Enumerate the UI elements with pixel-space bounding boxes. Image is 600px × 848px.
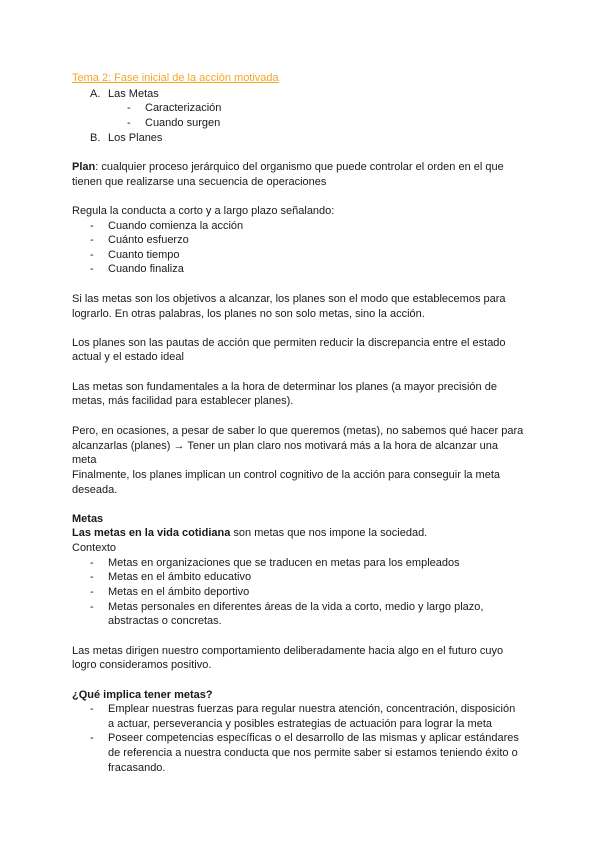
text-line: Contexto [72, 542, 117, 554]
plan-definition-line [72, 160, 504, 174]
list-dash: - [90, 557, 94, 569]
list-item: Cuánto esfuerzo [108, 234, 189, 246]
list-item: Poseer competencias específicas o el desarrollo de las mismas y aplicar estándares [108, 732, 519, 744]
metas-cotidiana-term: Las metas en la vida cotidiana [72, 527, 231, 539]
metas-cotidiana-text: son metas que nos impone la sociedad. [230, 527, 428, 539]
outline-a-marker: A. [90, 88, 101, 100]
list-item-continuation: abstractas o concretas. [108, 615, 222, 627]
outline-dash: - [127, 102, 131, 114]
list-item: Cuando comienza la acción [108, 220, 244, 232]
text-line: Regula la conducta a corto y a largo plazo señalando: [72, 205, 335, 217]
text-line: alcanzarlas (planes) → Tener un plan claro nos motivará más a la hora de alcanzar una [72, 440, 498, 452]
text-line: meta [72, 454, 97, 466]
list-dash: - [90, 601, 94, 613]
outline-b-label: Los Planes [108, 132, 163, 144]
text-line: Finalmente, los planes implican un control cognitivo de la acción para conseguir la meta [72, 469, 501, 481]
plan-term: Plan [72, 161, 96, 173]
list-item: Metas en el ámbito deportivo [108, 586, 250, 598]
outline-sub-item: Cuando surgen [145, 117, 221, 129]
list-dash: - [90, 220, 94, 232]
outline-a-label: Las Metas [108, 88, 159, 100]
list-item: Metas en el ámbito educativo [108, 571, 252, 583]
text-line: tienen que realizarse una secuencia de operaciones [72, 176, 327, 188]
list-item-continuation: fracasando. [108, 762, 166, 774]
page-title: Tema 2: Fase inicial de la acción motivada [72, 72, 279, 84]
list-item: Emplear nuestras fuerzas para regular nuestra atención, concentración, disposición [108, 703, 516, 715]
text-line: Las metas son fundamentales a la hora de determinar los planes (a mayor precisión de [72, 381, 497, 393]
list-item: Metas en organizaciones que se traducen en metas para los empleados [108, 557, 460, 569]
text-line: Los planes son las pautas de acción que permiten reducir la discrepancia entre el estado [72, 337, 506, 349]
text-line: Las metas dirigen nuestro comportamiento deliberadamente hacia algo en el futuro cuyo [72, 645, 504, 657]
list-dash: - [90, 732, 94, 744]
list-dash: - [90, 249, 94, 261]
plan-definition-text: : cualquier proceso jerárquico del organismo que puede controlar el orden en el que [95, 161, 504, 173]
outline-sub-item: Caracterización [145, 102, 222, 114]
outline-dash: - [127, 117, 131, 129]
text-line: metas, más facilidad para establecer planes). [72, 395, 294, 407]
list-dash: - [90, 263, 94, 275]
text-line: lograrlo. En otras palabras, los planes no son solo metas, sino la acción. [72, 308, 425, 320]
list-item-continuation: a actuar, perseverancia y posibles estrategias de actuación para lograr la meta [108, 718, 492, 730]
text-line: deseada. [72, 484, 118, 496]
text-line: Si las metas son los objetivos a alcanzar, los planes son el modo que establecemos para [72, 293, 506, 305]
list-dash: - [90, 571, 94, 583]
list-item: Cuando finaliza [108, 263, 184, 275]
list-dash: - [90, 234, 94, 246]
list-item: Metas personales en diferentes áreas de la vida a corto, medio y largo plazo, [108, 601, 484, 613]
outline-b-marker: B. [90, 132, 101, 144]
section-heading-metas: Metas [72, 513, 104, 525]
section-heading-implica: ¿Qué implica tener metas? [72, 689, 213, 701]
text-line: actual y el estado ideal [72, 351, 184, 363]
list-dash: - [90, 703, 94, 715]
list-item-continuation: de referencia a nuestra conducta que nos permite saber si estamos teniendo éxito o [108, 747, 518, 759]
text-line: Pero, en ocasiones, a pesar de saber lo que queremos (metas), no sabemos qué hacer para [72, 425, 524, 437]
list-dash: - [90, 586, 94, 598]
metas-cotidiana-line [72, 526, 427, 540]
text-line: logro consideramos positivo. [72, 659, 212, 671]
list-item: Cuanto tiempo [108, 249, 180, 261]
